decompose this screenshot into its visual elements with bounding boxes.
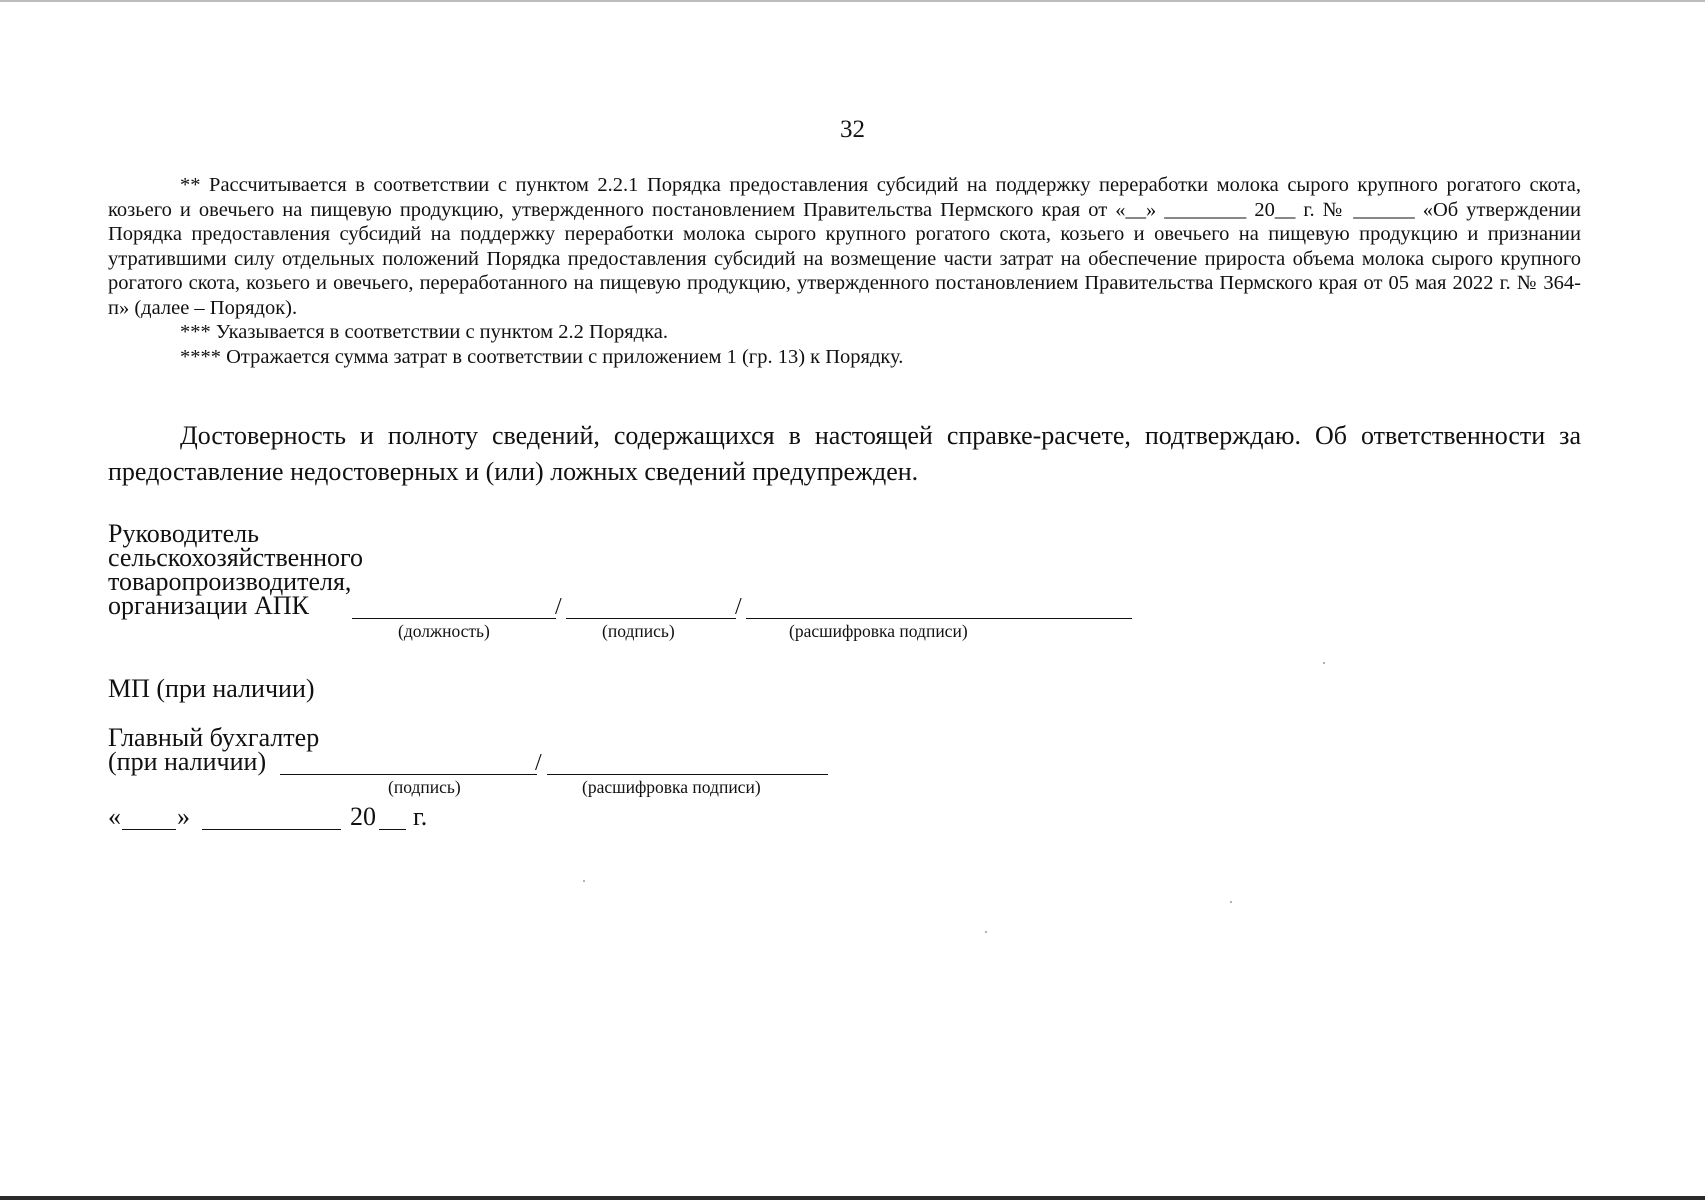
scan-speck [1230, 901, 1232, 903]
footnote-3: *** Указывается в соответствии с пунктом 2.2 Порядка. [180, 321, 668, 343]
date-day-blank[interactable] [122, 829, 176, 830]
caption-decoding: (расшифровка подписи) [789, 621, 968, 641]
separator-slash-2: / [735, 594, 742, 620]
position-blank-line[interactable] [352, 618, 556, 619]
caption-accountant-decoding: (расшифровка подписи) [582, 777, 761, 797]
scan-speck [583, 880, 585, 882]
head-title-line-4: организации АПК [108, 591, 309, 620]
head-decoding-blank-line[interactable] [746, 618, 1132, 619]
date-year-suffix: г. [413, 802, 428, 831]
date-year-blank[interactable] [379, 829, 406, 830]
confirmation-statement: Достоверность и полноту сведений, содержащихся в настоящей справке-расчете, подтверждаю. Об ответственности за предоставление недостоверных и (или) ложных сведений предупрежден. [108, 421, 1581, 486]
head-title-line-3: товаропроизводителя, [108, 567, 352, 596]
accountant-decoding-blank-line[interactable] [547, 774, 828, 775]
accountant-title-line-1: Главный бухгалтер [108, 723, 320, 752]
date-year-prefix: 20 [350, 802, 376, 831]
head-title-line-2: сельскохозяйственного [108, 543, 363, 572]
footnotes [108, 173, 1581, 369]
date-close-quote: » [177, 802, 190, 831]
scan-bottom-edge [0, 1196, 1705, 1200]
footnote-2: ** Рассчитывается в соответствии с пунктом 2.2.1 Порядка предоставления субсидий на поддержку переработки молока сырого крупного рогатого скота, козьего и овечьего на пищевую продукцию, утвержденного постановлением Правительства Пермского края от «__» ________ 20__ г. № ______ «Об утверждении Порядка предоставления субсидий на поддержку переработки молока сырого крупного рогатого скота, козьего и овечьего на пищевую продукцию и признании утратившими силу отдельных положений Порядка предоставления субсидий на возмещение части затрат на обеспечение прироста объема молока сырого крупного рогатого скота, козьего и овечьего, переработанного на пищевую продукцию, утвержденного постановлением Правительства Пермского края от 05 мая 2022 г. № 364-п» (далее – Порядок). [108, 174, 1581, 319]
separator-slash-3: / [535, 750, 542, 776]
date-month-blank[interactable] [202, 829, 341, 830]
page-number: 32 [840, 116, 865, 143]
separator-slash-1: / [555, 594, 562, 620]
caption-signature: (подпись) [602, 621, 675, 641]
stamp-label: МП (при наличии) [108, 674, 315, 703]
date-open-quote: « [108, 802, 121, 831]
caption-position: (должность) [398, 621, 490, 641]
scan-speck [1323, 662, 1325, 664]
scan-speck [985, 931, 987, 933]
footnote-4: **** Отражается сумма затрат в соответствии с приложением 1 (гр. 13) к Порядку. [180, 345, 904, 368]
scan-top-edge [0, 0, 1705, 2]
accountant-signature-blank-line[interactable] [280, 774, 537, 775]
head-title-line-1: Руководитель [108, 519, 259, 548]
head-signature-blank-line[interactable] [566, 618, 736, 619]
caption-accountant-signature: (подпись) [388, 777, 461, 797]
accountant-title-line-2: (при наличии) [108, 747, 267, 776]
